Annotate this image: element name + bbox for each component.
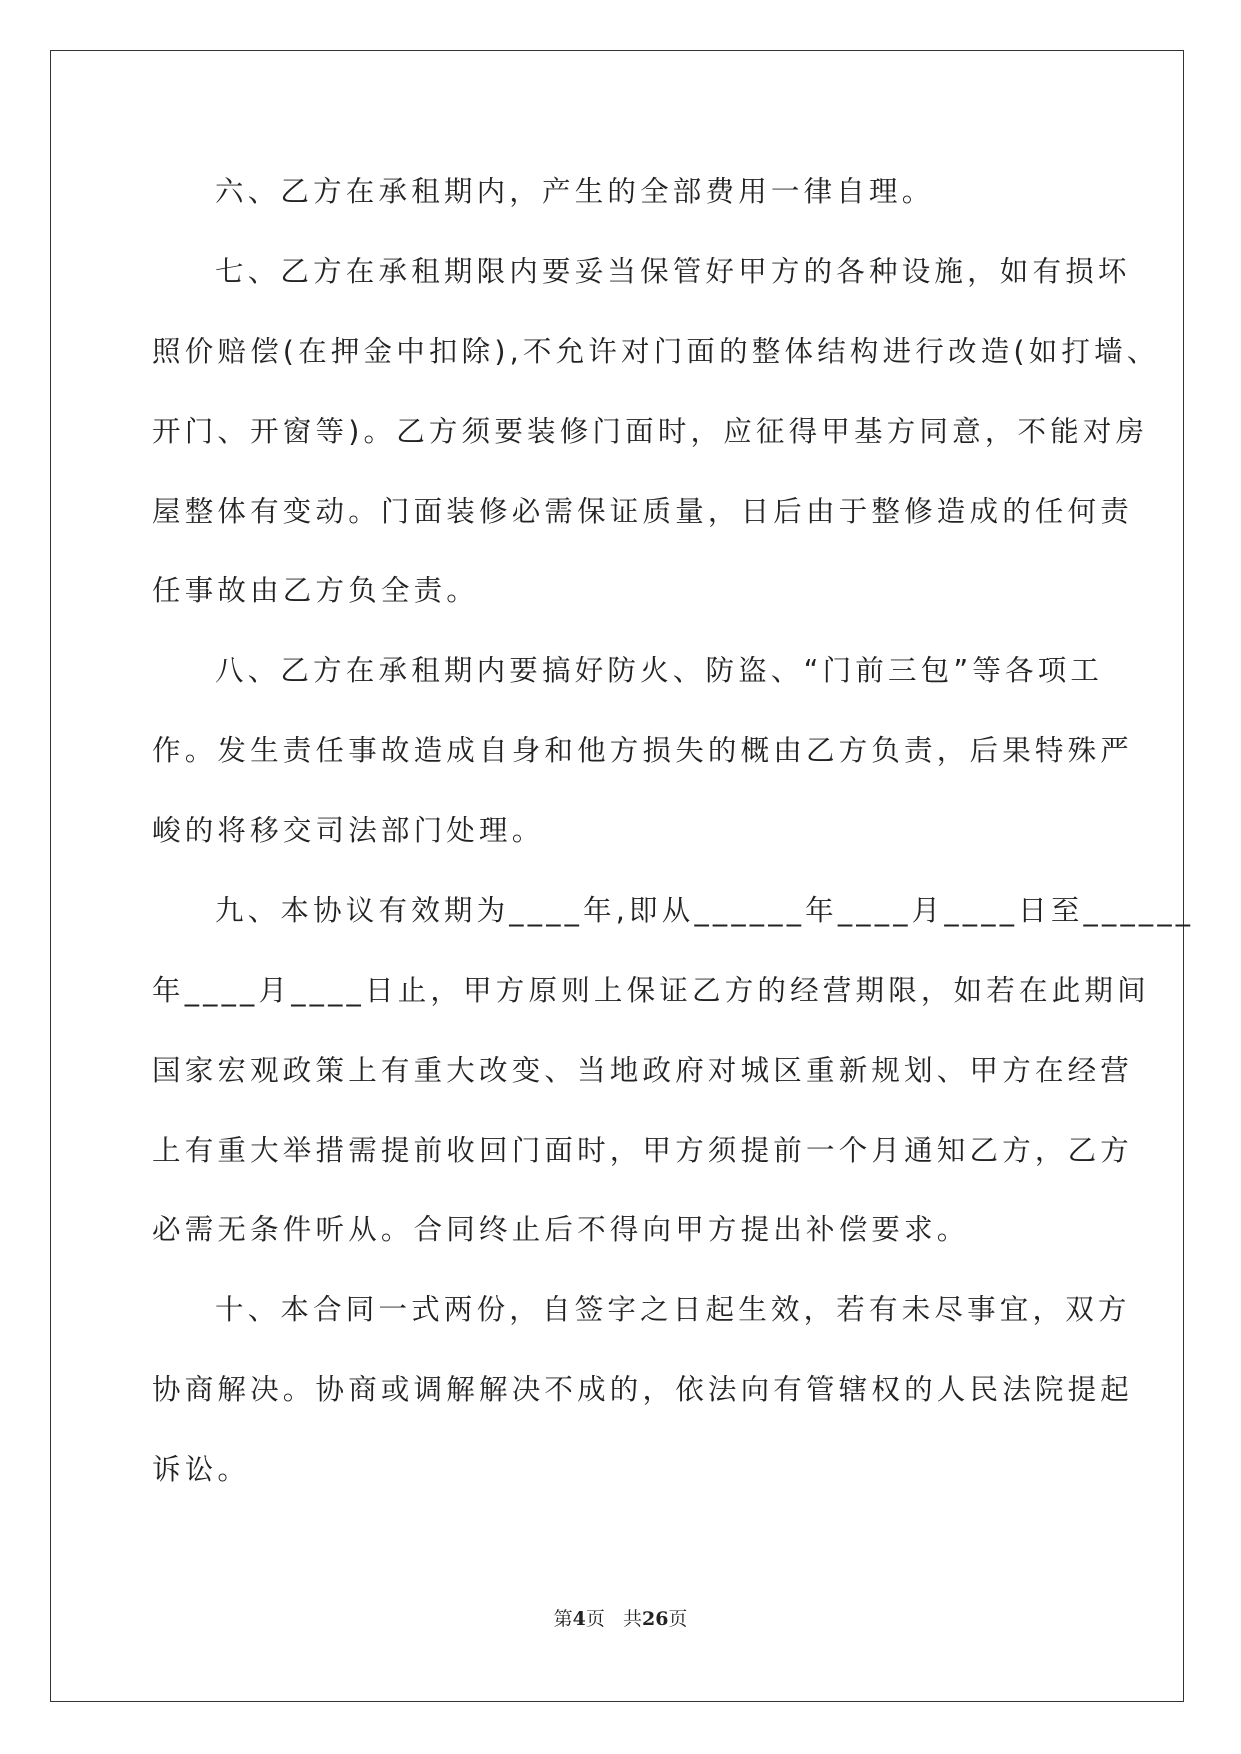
clause-8-line-2: 作。发生责任事故造成自身和他方损失的概由乙方负责，后果特殊严 [152,734,1134,767]
clause-7-line-3: 开门、开窗等)。乙方须要装修门面时，应征得甲基方同意，不能对房 [152,415,1149,448]
page-footer [0,1604,1241,1631]
clause-7-line-2: 照价赔偿(在押金中扣除),不允许对门面的整体结构进行改造(如打墙、 [152,335,1160,368]
clause-6-line-1: 六、乙方在承租期内，产生的全部费用一律自理。 [215,175,935,208]
page-prefix: 第 [553,1608,573,1630]
clause-9-line-4: 上有重大举措需提前收回门面时，甲方须提前一个月通知乙方，乙方 [152,1134,1134,1167]
clause-7-line-4: 屋整体有变动。门面装修必需保证质量，日后由于整修造成的任何责 [152,495,1134,528]
total-prefix: 共 [622,1608,642,1630]
total-suffix: 页 [668,1608,688,1630]
clause-9-line-3: 国家宏观政策上有重大改变、当地政府对城区重新规划、甲方在经营 [152,1054,1134,1087]
clause-7-line-1: 七、乙方在承租期限内要妥当保管好甲方的各种设施，如有损坏 [215,255,1131,288]
clause-9-line-1: 九、本协议有效期为____年,即从______年____月____日至______ [215,894,1195,927]
clause-7-line-5: 任事故由乙方负全责。 [152,574,480,607]
clause-9-line-2: 年____月____日止，甲方原则上保证乙方的经营期限，如若在此期间 [152,974,1150,1007]
clause-8-line-3: 峻的将移交司法部门处理。 [152,814,545,847]
clause-9-line-5: 必需无条件听从。合同终止后不得向甲方提出补偿要求。 [152,1213,970,1246]
clause-10-line-1: 十、本合同一式两份，自签字之日起生效，若有未尽事宜，双方 [215,1293,1131,1326]
clause-8-line-1: 八、乙方在承租期内要搞好防火、防盗、“门前三包”等各项工 [215,654,1104,687]
page-number: 4 [572,1608,586,1630]
clause-10-line-2: 协商解决。协商或调解解决不成的，依法向有管辖权的人民法院提起 [152,1373,1134,1406]
total-pages: 26 [641,1608,669,1630]
page-suffix: 页 [585,1608,605,1630]
clause-10-line-3: 诉讼。 [152,1453,251,1486]
